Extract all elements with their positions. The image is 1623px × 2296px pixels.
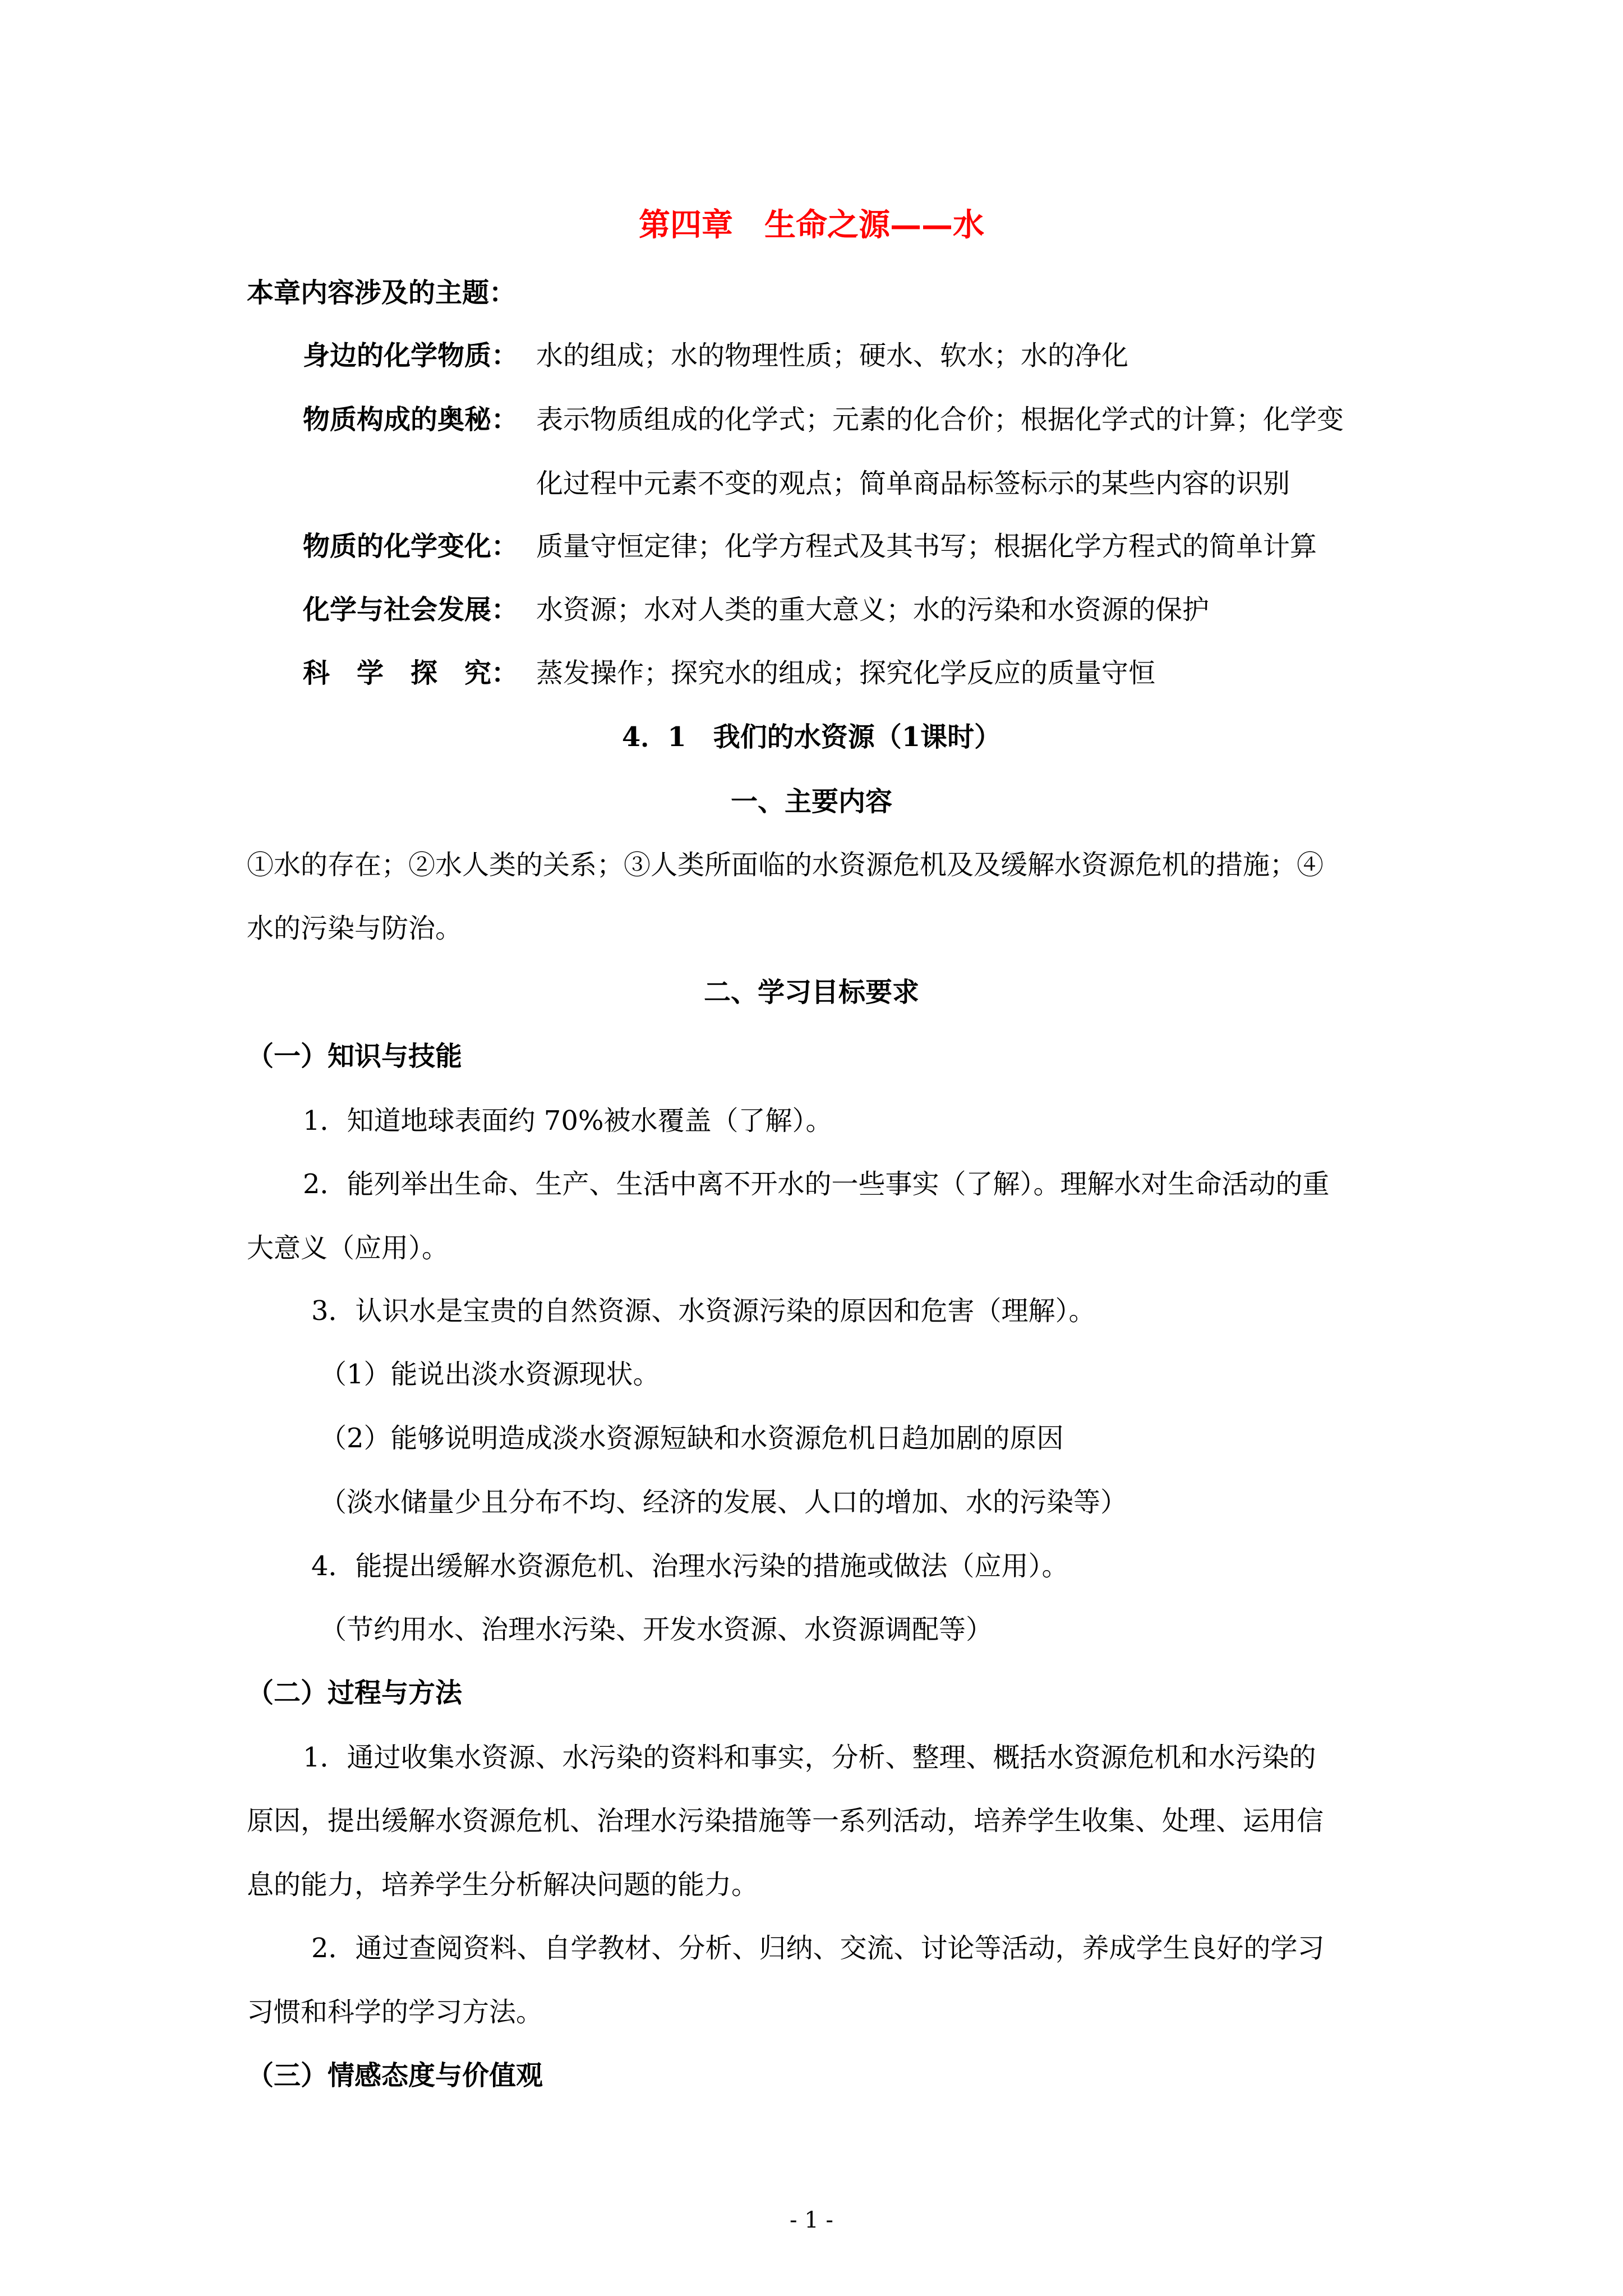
section-title: 4．1 我们的水资源（1课时） xyxy=(621,721,1002,753)
topic-content: 水的组成；水的物理性质；硬水、软水；水的净化 xyxy=(536,340,1129,371)
topic-label: 身边的化学物质： xyxy=(303,340,519,371)
topic-row-change xyxy=(303,528,1424,564)
process-heading: （二）过程与方法 xyxy=(247,1677,463,1709)
knowledge-subitem: （1）能说出淡水资源现状。 xyxy=(320,1359,660,1390)
process-item: 1．通过收集水资源、水污染的资料和事实，分析、整理、概括水资源危机和水污染的 xyxy=(303,1742,1316,1773)
knowledge-subitem: （2）能够说明造成淡水资源短缺和水资源危机日趋加剧的原因 xyxy=(320,1423,1064,1454)
knowledge-heading: （一）知识与技能 xyxy=(247,1041,463,1072)
knowledge-note: （节约用水、治理水污染、开发水资源、水资源调配等） xyxy=(320,1614,993,1645)
chapter-title: 第四章 生命之源——水 xyxy=(639,206,984,243)
topics-heading: 本章内容涉及的主题： xyxy=(247,277,517,309)
knowledge-item: 4．能提出缓解水资源危机、治理水污染的措施或做法（应用）。 xyxy=(311,1550,1069,1582)
main-content-line: ①水的存在；②水人类的关系；③人类所面临的水资源危机及及缓解水资源危机的措施；④ xyxy=(247,849,1324,881)
topic-label: 物质的化学变化： xyxy=(303,531,519,562)
knowledge-item: 2．能列举出生命、生产、生活中离不开水的一些事实（了解）。理解水对生命活动的重 xyxy=(303,1168,1330,1200)
knowledge-item: 1．知道地球表面约 70%被水覆盖（了解）。 xyxy=(303,1105,833,1137)
topic-content-continued: 化过程中元素不变的观点；简单商品标签标示的某些内容的识别 xyxy=(536,468,1290,499)
topic-label: 物质构成的奥秘： xyxy=(303,404,519,435)
knowledge-note: （淡水储量少且分布不均、经济的发展、人口的增加、水的污染等） xyxy=(320,1487,1128,1518)
goals-heading: 二、学习目标要求 xyxy=(703,977,919,1008)
knowledge-item: 3．认识水是宝贵的自然资源、水资源污染的原因和危害（理解）。 xyxy=(311,1295,1096,1327)
topic-row-society xyxy=(303,592,1424,628)
main-content-heading: 一、主要内容 xyxy=(730,786,892,817)
topic-row-inquiry xyxy=(303,655,1424,691)
attitude-heading: （三）情感态度与价值观 xyxy=(247,2060,543,2091)
page-number: - 1 - xyxy=(790,2207,833,2233)
topic-content: 蒸发操作；探究水的组成；探究化学反应的质量守恒 xyxy=(536,657,1156,689)
process-item: 2．通过查阅资料、自学教材、分析、归纳、交流、讨论等活动，养成学生良好的学习 xyxy=(311,1932,1325,1964)
process-item-continued: 习惯和科学的学习方法。 xyxy=(247,1996,543,2028)
topic-content: 表示物质组成的化学式；元素的化合价；根据化学式的计算；化学变 xyxy=(536,404,1344,435)
process-item-continued: 原因，提出缓解水资源危机、治理水污染措施等一系列活动，培养学生收集、处理、运用信 xyxy=(247,1805,1324,1837)
knowledge-item-continued: 大意义（应用）。 xyxy=(247,1232,449,1264)
topic-label: 科 学 探 究： xyxy=(303,657,519,689)
topic-content: 质量守恒定律；化学方程式及其书写；根据化学方程式的简单计算 xyxy=(536,531,1317,562)
topic-row-substances xyxy=(303,338,1424,374)
main-content-line: 水的污染与防治。 xyxy=(247,913,463,944)
topic-content: 水资源；水对人类的重大意义；水的污染和水资源的保护 xyxy=(536,594,1210,625)
process-item-continued: 息的能力，培养学生分析解决问题的能力。 xyxy=(247,1869,759,1901)
topic-row-structure xyxy=(303,402,1424,503)
topic-label: 化学与社会发展： xyxy=(303,594,519,625)
